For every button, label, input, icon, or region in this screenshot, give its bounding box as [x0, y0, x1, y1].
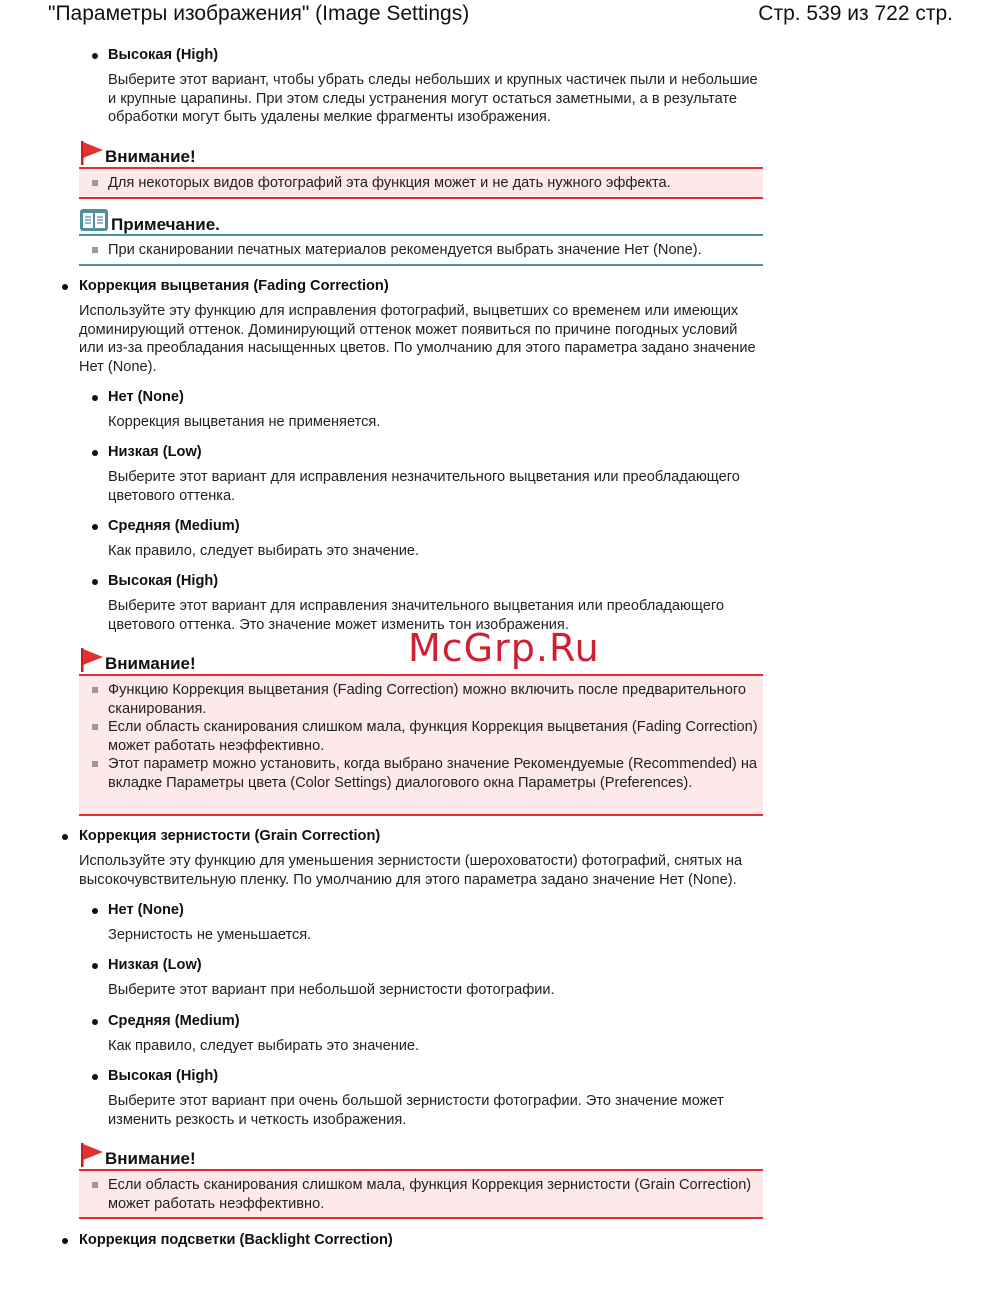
option-text: Выберите этот вариант для исправления незначительного выцветания или преобладающего цветового оттенка. — [108, 469, 740, 504]
option-label: Средняя (Medium) — [108, 518, 240, 534]
section-description: Используйте эту функцию для уменьшения зернистости (шероховатости) фотографий, снятых на высокочувствительную пленку. По умолчанию для этого параметра задано значение Нет (None). — [79, 853, 743, 888]
option-text: Как правило, следует выбирать это значение. — [108, 1038, 420, 1054]
caution-item: Этот параметр можно установить, когда выбрано значение Рекомендуемые (Recommended) на вкладке Параметры цвета (Color Settings) диалогового окна Параметры (Preferences). — [108, 756, 758, 791]
section-title-fading: Коррекция выцветания (Fading Correction) — [79, 278, 389, 294]
bullet-icon — [92, 579, 98, 585]
caution-box — [79, 674, 763, 816]
bullet-icon — [92, 908, 98, 914]
option-text: Зернистость не уменьшается. — [108, 927, 312, 943]
note-item: При сканировании печатных материалов рекомендуется выбрать значение Нет (None). — [108, 242, 702, 258]
watermark: McGrp.Ru — [408, 626, 600, 670]
note-box — [79, 234, 763, 266]
bullet-icon — [92, 1074, 98, 1080]
option-text: Коррекция выцветания не применяется. — [108, 414, 381, 430]
caution-box — [79, 167, 763, 199]
caution-heading-text: Внимание! — [105, 1149, 196, 1168]
option-label: Средняя (Medium) — [108, 1013, 240, 1029]
caution-heading-text: Внимание! — [105, 654, 196, 673]
note-heading-text: Примечание. — [111, 215, 220, 234]
gray-square-bullet-icon — [92, 180, 98, 186]
option-label: Высокая (High) — [108, 1068, 219, 1084]
red-flag-icon — [79, 1143, 105, 1167]
bullet-icon — [62, 284, 68, 290]
caution-item: Если область сканирования слишком мала, функция Коррекция выцветания (Fading Correction) может работать неэффективно. — [108, 719, 758, 754]
red-flag-icon — [79, 141, 105, 165]
option-label: Высокая (High) — [108, 47, 219, 63]
bullet-icon — [92, 963, 98, 969]
option-text: Выберите этот вариант, чтобы убрать следы небольших и крупных частичек пыли и небольшие и крупные царапины. При этом следы устранения могут остаться заметными, а в результате обработки могут быть удалены мелкие фрагменты изображения. — [108, 72, 758, 125]
caution-item: Функцию Коррекция выцветания (Fading Correction) можно включить после предварительного сканирования. — [108, 682, 746, 717]
option-label: Высокая (High) — [108, 573, 219, 589]
bullet-icon — [62, 1238, 68, 1244]
option-label: Нет (None) — [108, 389, 184, 405]
gray-square-bullet-icon — [92, 724, 98, 730]
caution-box — [79, 1169, 763, 1219]
bullet-icon — [62, 834, 68, 840]
caution-heading — [79, 141, 763, 169]
bullet-icon — [92, 524, 98, 530]
option-label: Низкая (Low) — [108, 957, 202, 973]
option-label: Нет (None) — [108, 902, 184, 918]
option-text: Выберите этот вариант для исправления значительного выцветания или преобладающего цветового оттенка. Это значение может изменить тон изображения. — [108, 598, 725, 633]
bullet-icon — [92, 450, 98, 456]
caution-heading — [79, 1143, 763, 1171]
gray-square-bullet-icon — [92, 247, 98, 253]
gray-square-bullet-icon — [92, 687, 98, 693]
gray-square-bullet-icon — [92, 761, 98, 767]
page-title: "Параметры изображения" (Image Settings) — [48, 2, 470, 25]
bullet-icon — [92, 1019, 98, 1025]
option-text: Как правило, следует выбирать это значение. — [108, 543, 420, 559]
caution-heading-text: Внимание! — [105, 147, 196, 166]
section-title-grain: Коррекция зернистости (Grain Correction) — [79, 828, 381, 844]
caution-item: Для некоторых видов фотографий эта функция может и не дать нужного эффекта. — [108, 175, 671, 191]
option-label: Низкая (Low) — [108, 444, 202, 460]
gray-square-bullet-icon — [92, 1182, 98, 1188]
section-description: Используйте эту функцию для исправления фотографий, выцветших со временем или имеющих доминирующий оттенок. Доминирующий оттенок может появиться по причине погодных условий или из-за преобладания насыщенных цветов. По умолчанию для этого параметра задано значение Нет (None). — [79, 303, 756, 375]
bullet-icon — [92, 53, 98, 59]
section-title-backlight: Коррекция подсветки (Backlight Correction) — [79, 1232, 393, 1248]
option-text: Выберите этот вариант при очень большой зернистости фотографии. Это значение может изменить резкость и четкость изображения. — [108, 1093, 724, 1128]
red-flag-icon — [79, 648, 105, 672]
note-heading — [79, 208, 763, 236]
page-number: Стр. 539 из 722 стр. — [758, 2, 953, 25]
bullet-icon — [92, 395, 98, 401]
option-text: Выберите этот вариант при небольшой зернистости фотографии. — [108, 982, 555, 998]
caution-item: Если область сканирования слишком мала, функция Коррекция зернистости (Grain Correction) может работать неэффективно. — [108, 1177, 752, 1212]
open-book-icon — [80, 209, 108, 231]
